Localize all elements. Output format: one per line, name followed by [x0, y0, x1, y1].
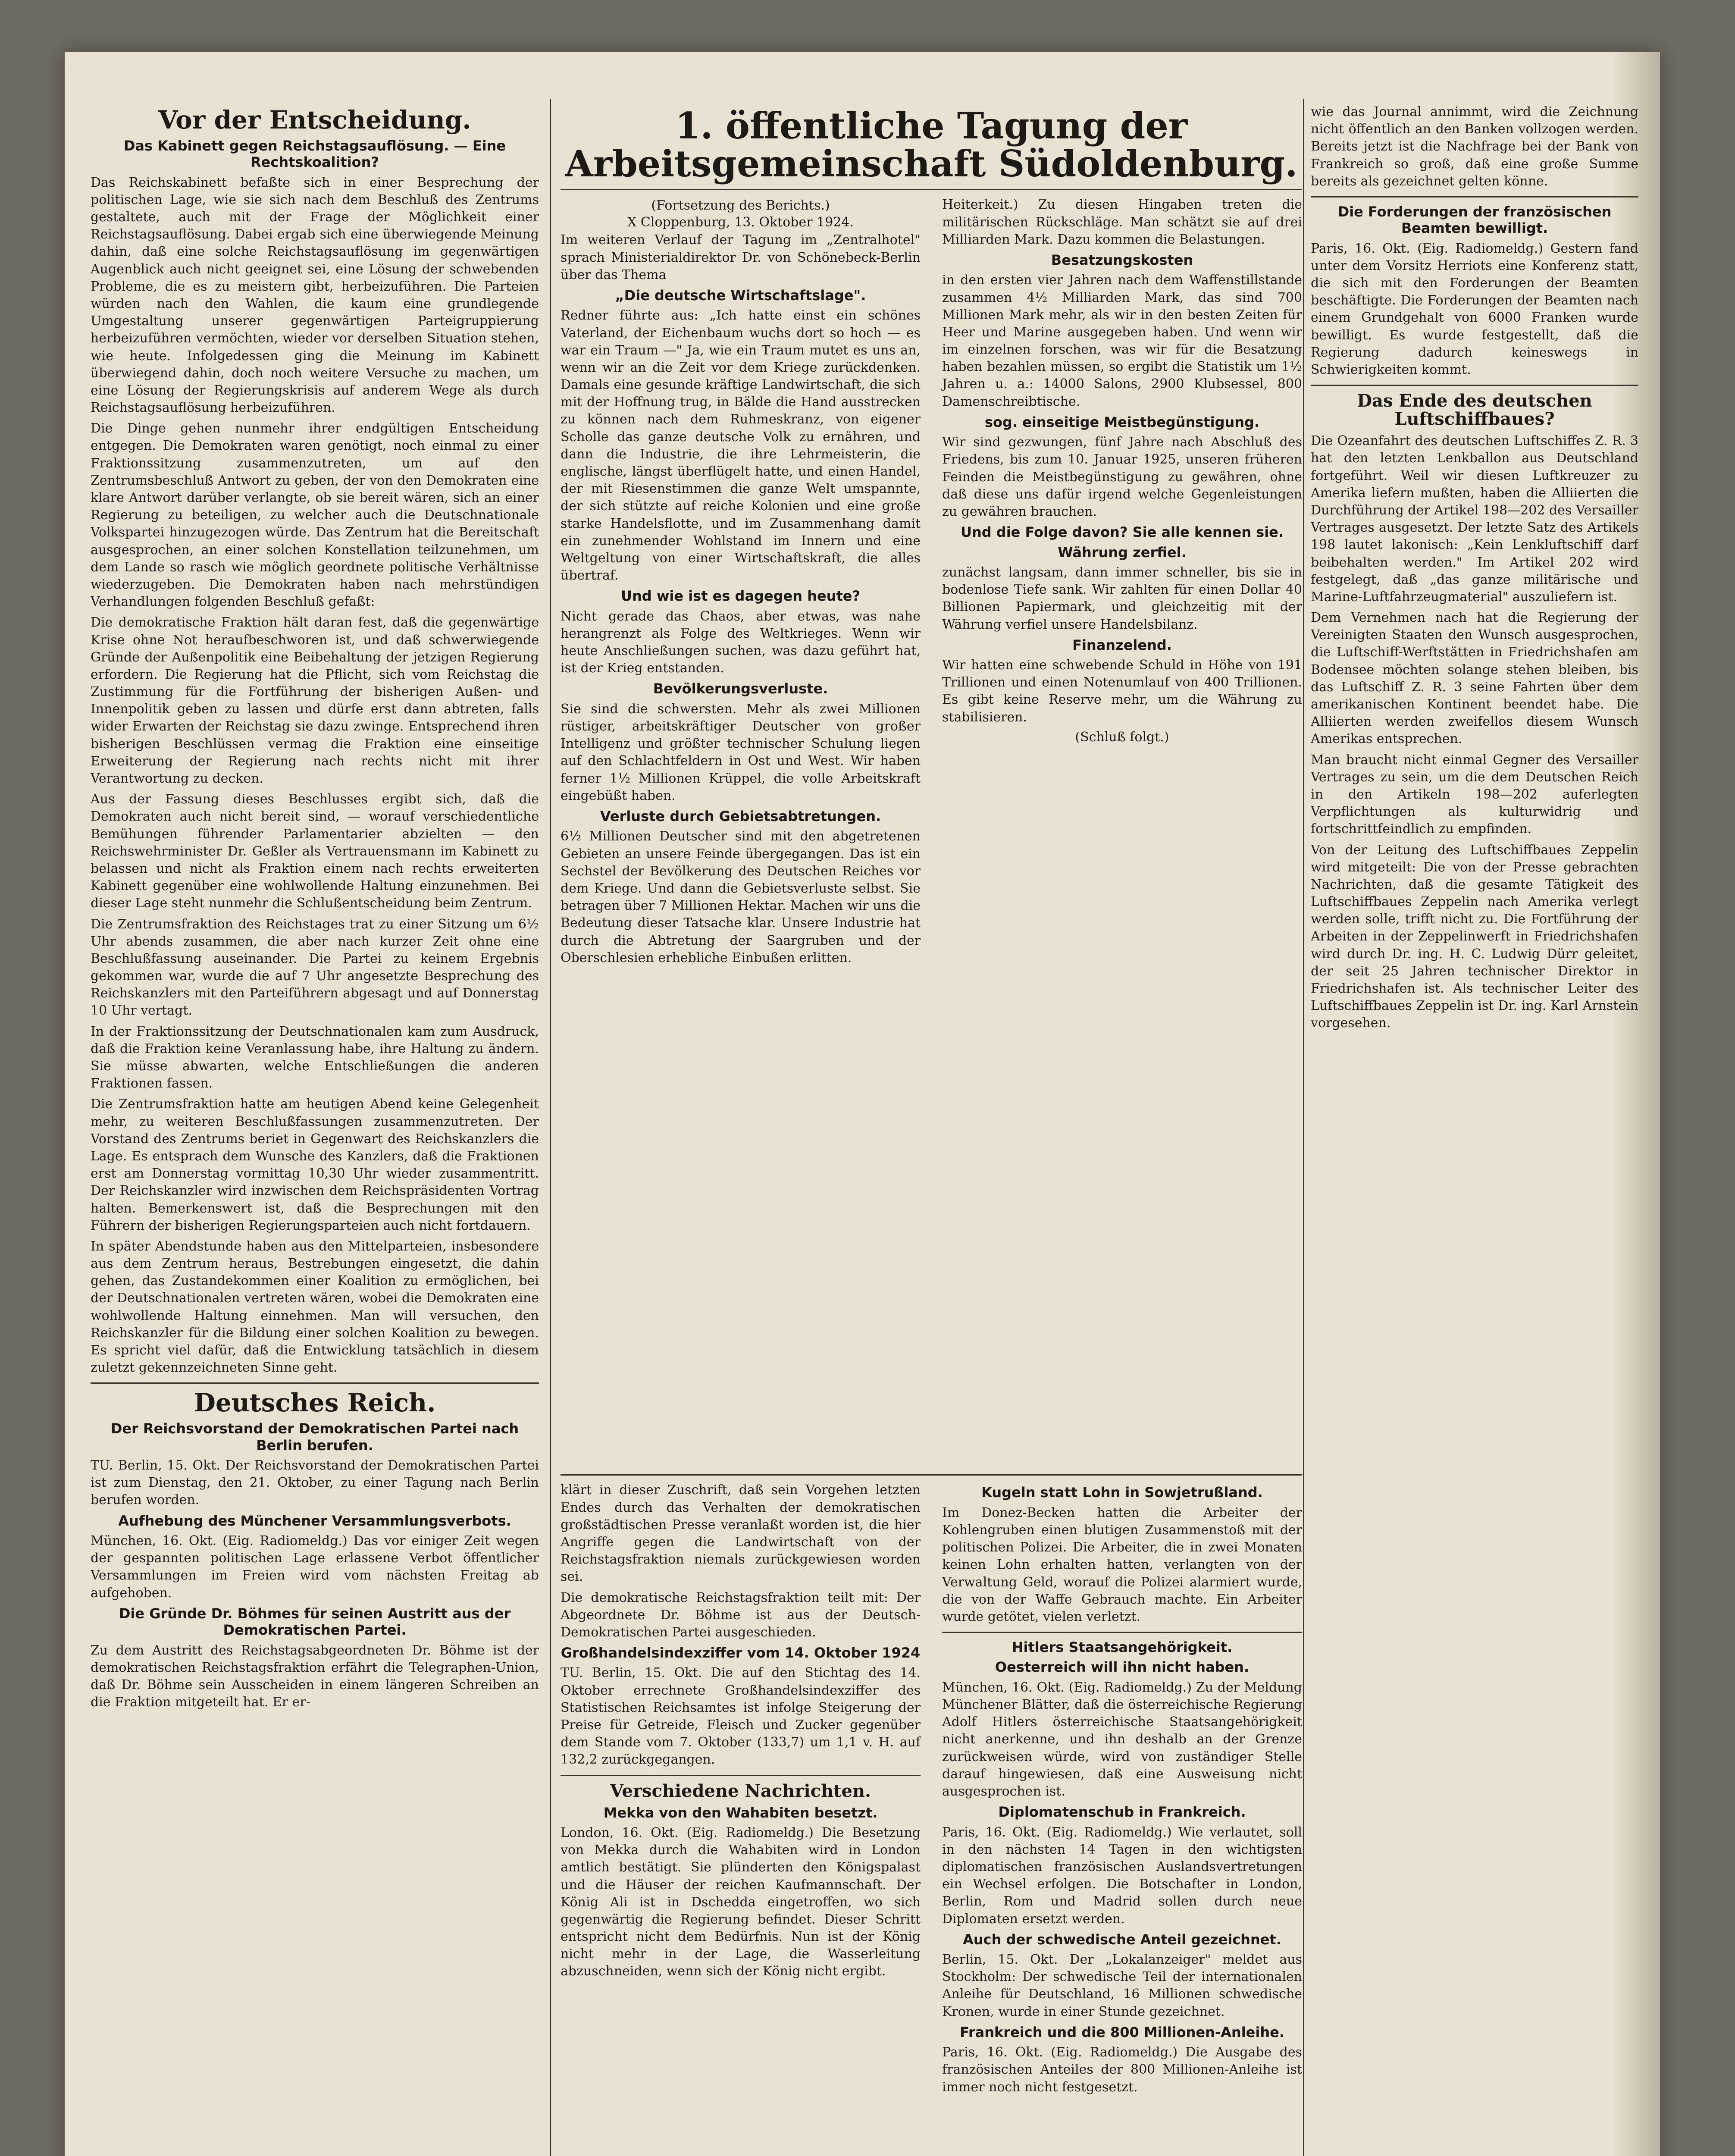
section-heading: Kugeln statt Lohn in Sowjetrußland. — [981, 1484, 1263, 1501]
tagung-left — [561, 196, 921, 1468]
article-paragraph: Die Dinge gehen nunmehr ihrer endgültigen Entscheidung entgegen. Die Demokraten waren genötigt, noch einmal zu einer Fraktionssitzung zusammenzutreten, um auf den Zentrumsbeschluß Antwort zu geben, der von den Demokraten eine klare Antwort darüber verlangte, ob sie bereit wären, sich an einer Regierung zu beteiligen, zu welcher auch die Deutschnationale Volkspartei hinzugezogen würde. Das Zentrum hat die Bereitschaft ausgesprochen, an einer solchen Konstellation teilzunehmen, um dem Lande so rasch wie möglich geordnete politische Verhältnisse wiederzugeben. Die Demokraten haben nach mehrstündigen Verhandlungen folgenden Beschluß gefaßt: — [91, 421, 539, 610]
article-paragraph: zunächst langsam, dann immer schneller, bis sie in bodenlose Tiefe sank. Wir zahlten für einen Dollar 40 Billionen Papiermark, und gleichzeitig mit der Währung verfiel unsere Handelsbilanz. — [942, 564, 1302, 632]
dateline: X Cloppenburg, 13. Oktober 1924. — [627, 215, 854, 230]
article-paragraph: Das Reichskabinett befaßte sich in einer Besprechung der politischen Lage, wie sie sich nach dem Beschluß des Zentrums gestaltete, auch mit der Frage der Möglichkeit einer Reichstagsauflösung. Dabei ergab sich eine überwiegende Meinung dahin, daß eine solche Reichstagsauflösung im gegenwärtigen Augenblick auch nicht geeignet sei, eine Lösung der schwebenden Probleme, die es zu meistern gibt, herbeizuführen. Die Parteien würden nach den Wahlen, die kaum eine grundlegende Umgestaltung unserer gegenwärtigen Parteigruppierung herbeizuführen vermöchten, wieder vor derselben Situation stehen, wie heute. Infolgedessen ging die Meinung im Kabinett überwiegend dahin, doch noch weitere Versuche zu machen, um eine Lösung der Regierungskrisis auf anderem Wege als durch Reichstagsauflösung herbeizuführen. — [91, 175, 539, 416]
article-paragraph: München, 16. Okt. (Eig. Radiomeldg.) Zu der Meldung Münchener Blätter, daß die österreichische Regierung Adolf Hitlers österreichische Staatsangehörigkeit nicht anerkenne, und ihn deshalb an der Grenze zurückweisen würde, wird von zuständiger Stelle darauf hingewiesen, daß eine Ausweisung nicht ausgesprochen ist. — [942, 1680, 1302, 1799]
subhead-boehme: Die Gründe Dr. Böhmes für seinen Austritt aus der Demokratischen Partei. — [119, 1605, 511, 1639]
divider — [91, 1382, 539, 1384]
article-paragraph: Nicht gerade das Chaos, aber etwas, was nahe herangrenzt als Folge des Weltkrieges. Wenn wir heute Anschließungen suchen, was dazu geführt hat, ist der Krieg entstanden. — [561, 608, 921, 676]
divider — [561, 189, 1302, 190]
section-heading: Bevölkerungsverluste. — [653, 680, 828, 697]
subhead-versammlungsverbot: Aufhebung des Münchener Versammlungsverbots. — [118, 1512, 511, 1529]
headline-vor-der-entscheidung: Vor der Entscheidung. — [158, 105, 471, 135]
divider — [561, 1775, 921, 1776]
article-paragraph: Paris, 16. Okt. (Eig. Radiomeldg.) Wie verlautet, soll in den nächsten 14 Tagen in den wichtigsten diplomatischen französischen Auslandsvertretungen ein Wechsel erfolgen. Die Botschafter in London, Berlin, Rom und Madrid sollen durch neue Diplomaten ersetzt werden. — [942, 1824, 1302, 1927]
article-paragraph: klärt in dieser Zuschrift, daß sein Vorgehen letzten Endes durch das Verhalten der demokratischen großstädtischen Presse veranlaßt worden ist, die hier Angriffe gegen die Landwirtschaft von der Reichstagsfraktion niemals zurückgewiesen worden sei. — [561, 1482, 921, 1585]
subhead-kabinett: Das Kabinett gegen Reichstagsauflösung. — Eine Rechtskoalition? — [123, 137, 506, 171]
article-paragraph: Paris, 16. Okt. (Eig. Radiomeldg.) Die Ausgabe des französischen Anteiles der 800 Millionen-Anleihe ist immer noch nicht festgesetzt. — [942, 2045, 1302, 2095]
column-center — [561, 103, 1302, 2156]
article-paragraph: Redner führte aus: „Ich hatte einst ein schönes Vaterland, der Eichenbaum wuchs dort so hoch — es war ein Traum —" Ja, wie ein Traum mutet es uns an, wenn wir an die Zeit vor dem Kriege zurückdenken. Damals eine gesunde kräftige Landwirtschaft, die sich mit der Hoffnung trug, in Bälde die Hand ausstrecken zu können nach dem Ruhmeskranz, von eigener Scholle das ganze deutsche Volk zu ernähren, und dann die Industrie, die ihre Lehrmeisterin, die englische, längst überflügelt hatte, und einen Handel, der mit Riesenstimmen die ganze Welt umspannte, der sich stützte auf reiche Kolonien und eine große starke Handelsflotte, und im Zusammenhang damit ein zunehmender Wohlstand im Innern und eine Weltgeltung von einer Wirtschaftskraft, die alles übertraf. — [561, 308, 921, 583]
article-paragraph: In der Fraktionssitzung der Deutschnationalen kam zum Ausdruck, daß die Fraktion keine Veranlassung habe, ihre Haltung zu ändern. Sie müsse abwarten, welche Entschließungen die anderen Fraktionen fassen. — [91, 1024, 539, 1091]
article-paragraph: Von der Leitung des Luftschiffbaues Zeppelin wird mitgeteilt: Die von der Presse gebrachten Nachrichten, daß die gesamte Tätigkeit des Luftschiffbaues Zeppelin nach Amerika verlegt werden solle, trifft nicht zu. Die Fortführung der Arbeiten in der Zeppelinwerft in Friedrichshafen wird durch Dr. ing. H. C. Ludwig Dürr geleitet, der seit 25 Jahren technischer Direktor in Friedrichshafen ist. Als technischer Leiter des Luftschiffbaues Zeppelin ist Dr. ing. Karl Arnstein vorgesehen. — [1311, 842, 1638, 1031]
tagung-report — [561, 196, 1302, 1468]
article-paragraph: TU. Berlin, 15. Okt. Der Reichsvorstand der Demokratischen Partei ist zum Dienstag, den 21. Oktober, zu einer Tagung nach Berlin berufen worden. — [91, 1458, 539, 1508]
masthead-tagung: 1. öffentliche Tagung der Arbeitsgemeinschaft Südoldenburg. — [565, 104, 1298, 185]
article-paragraph: Die demokratische Fraktion hält daran fest, daß die gegenwärtige Krise ohne Not heraufbeschworen ist, und daß schwerwiegende Gründe der Außenpolitik eine Beibehaltung der jetzigen Regierung erfordern. Die Regierung hat die Pflicht, sich vom Reichstag die Zustimmung für die Fortführung der bisherigen Außen- und Innenpolitik geben zu lassen und dürfe erst dann abtreten, falls wider Erwarten der Reichstag sie dazu zwinge. Entsprechend ihren bisherigen Beschlüssen vermag die Fraktion eine einseitige Erweiterung der Regierung nach rechts nicht mit ihrer Verantwortung zu decken. — [91, 615, 539, 787]
column-rule-left — [550, 99, 551, 2156]
section-subheading: Oesterreich will ihn nicht haben. — [995, 1659, 1250, 1676]
article-paragraph: London, 16. Okt. (Eig. Radiomeldg.) Die Besetzung von Mekka durch die Wahabiten wird in London amtlich bestätigt. Sie plünderten den Königspalast und die Häuser der reichen Kaufmannschaft. Der König Ali ist in Dschedda eingetroffen, wo sich gegenwärtig die Regierung befindet. Dieser Schritt entspricht nicht dem Bedürfnis. Nun ist der König nicht mehr in der Lage, die Wasserleitung abzuschneiden, wenn sich der König nicht ergibt. — [561, 1825, 921, 1979]
article-paragraph: In später Abendstunde haben aus den Mittelparteien, insbesondere aus dem Zentrum heraus, Bestrebungen eingesetzt, die dahin gehen, das Zustandekommen einer Koalition zu ermöglichen, bei der Deutschnationalen vertreten wären, wobei die Demokraten eine wohlwollende Haltung einnehmen. Man will versuchen, den Reichskanzler für die Bildung einer solchen Koalition zu bewegen. Es spricht viel dafür, daß die Entwicklung tatsächlich in diesem zuletzt gekennzeichneten Sinne geht. — [91, 1238, 539, 1376]
article-paragraph: Heiterkeit.) Zu diesen Hingaben treten die militärischen Rückschläge. Man schätzt sie auf drei Milliarden Mark. Dazu kommen die Belastungen. — [942, 197, 1302, 247]
column-right — [1311, 103, 1638, 2156]
article-paragraph: München, 16. Okt. (Eig. Radiomeldg.) Das vor einiger Zeit wegen der gespannten politischen Lage erlassene Verbot öffentlicher Versammlungen im Freien wird vom nächsten Freitag ab aufgehoben. — [91, 1533, 539, 1601]
headline-deutsches-reich: Deutsches Reich. — [194, 1388, 436, 1418]
column-rule-right — [1303, 99, 1304, 2156]
article-paragraph: Berlin, 15. Okt. Der „Lokalanzeiger" meldet aus Stockholm: Der schwedische Teil der internationalen Anleihe für Deutschland, 16 Millionen schwedische Kronen, wurde in einer Stunde gezeichnet. — [942, 1952, 1302, 2019]
article-paragraph: Wir sind gezwungen, fünf Jahre nach Abschluß des Friedens, bis zum 10. Januar 1925, unseren früheren Feinden die Meistbegünstigung zu gewähren, ohne daß diese uns dafür irgend welche Gegenleistungen zu gewähren brauchen. — [942, 435, 1302, 519]
article-paragraph: 6½ Millionen Deutscher sind mit den abgetretenen Gebieten an unsere Feinde übergegangen. Das ist ein Sechstel der Bevölkerung des Deutschen Reiches vor dem Kriege. Und dann die Gebietsverluste selbst. Sie betragen über 7 Millionen Hektar. Machen wir uns die Bedeutung dieser Tatsache klar. Unsere Industrie hat durch die Abtretung der Saargruben und der Oberschlesien erhebliche Einbußen erlitten. — [561, 829, 921, 965]
article-paragraph: Die Zentrumsfraktion des Reichstages trat zu einer Sitzung um 6½ Uhr abends zusammen, die aber nach kurzer Zeit ohne eine Beschlußfassung auseinander. Die Partei zu keinem Ergebnis gekommen war, wurde die auf 7 Uhr angesetzte Besprechung des Reichskanzlers mit den Parteiführern abgesagt und auf Donnerstag 10 Uhr vertagt. — [91, 916, 539, 1018]
article-paragraph: Dem Vernehmen nach hat die Regierung der Vereinigten Staaten den Wunsch ausgesprochen, die Luftschiff-Werftstätten in Friedrichshafen am Bodensee möchten solange stehen bleiben, bis das Luftschiff Z. R. 3 seine Fahrten über dem amerikanischen Kontinent beendet habe. Die Alliierten werden zweifellos diesem Wunsch Amerikas entsprechen. — [1311, 610, 1638, 747]
article-paragraph: Im Donez-Becken hatten die Arbeiter der Kohlengruben einen blutigen Zusammenstoß mit der politischen Polizei. Die Arbeiter, die in zwei Monaten keinen Lohn erhalten hatten, verlangten von der Verwaltung Geld, worauf die Polizei alarmiert wurde, die von der Waffe Gebrauch machte. Ein Arbeiter wurde getötet, vielen verletzt. — [942, 1505, 1302, 1624]
divider — [1311, 196, 1638, 197]
article-paragraph: in den ersten vier Jahren nach dem Waffenstillstande zusammen 4½ Milliarden Mark, das sind 700 Millionen Mark mehr, als wir in den besten Zeiten für Heer und Marine ausgegeben haben. Und wenn wir im einzelnen forschen, was wir für die Besatzung haben bezahlen müssen, so ergibt die Statistik um 1½ Jahren u. a.: 14000 Salons, 2900 Klubsessel, 800 Damenschreibtische. — [942, 273, 1302, 409]
article-paragraph: wie das Journal annimmt, wird die Zeichnung nicht öffentlich an den Banken vollzogen werden. Bereits jetzt ist die Nachfrage bei der Bank von Frankreich so groß, daß eine große Summe bereits als gezeichnet gelten könne. — [1311, 104, 1638, 189]
article-paragraph: Paris, 16. Okt. (Eig. Radiomeldg.) Gestern fand unter dem Vorsitz Herriots eine Konferenz statt, die sich mit den Forderungen der Beamten beschäftigte. Die Forderungen der Beamten nach einem Grundgehalt von 6000 Franken wurde bewilligt. Es wurde festgestellt, daß die Regierung dadurch keineswegs in Schwierigkeiten kommt. — [1311, 241, 1638, 378]
headline-luftschiffbau: Das Ende des deutschen Luftschiffbaues? — [1357, 391, 1592, 429]
article-paragraph: Zu dem Austritt des Reichstagsabgeordneten Dr. Böhme ist der demokratischen Reichstagsfraktion erfährt die Telegraphen-Union, daß Dr. Böhme sein Ausscheiden in einem längeren Schreiben an die Fraktion mitgeteilt hat. Er er- — [91, 1642, 539, 1710]
lower-news — [561, 1482, 1302, 2099]
article-paragraph: Im weiteren Verlauf der Tagung im „Zentralhotel" sprach Ministerialdirektor Dr. von Schönebeck-Berlin über das Thema — [561, 232, 921, 282]
tagung-right — [942, 196, 1302, 1468]
section-heading: Hitlers Staatsangehörigkeit. — [1012, 1639, 1233, 1656]
lower-right — [942, 1482, 1302, 2099]
article-paragraph: Sie sind die schwersten. Mehr als zwei Millionen rüstiger, arbeitskräftiger Deutscher von großer Intelligenz und größter technischer Schulung liegen auf den Schlachtfeldern in Ost und West. Wir haben ferner 1½ Millionen Krüppel, die volle Arbeitskraft eingebüßt haben. — [561, 701, 921, 803]
article-paragraph: Die Ozeanfahrt des deutschen Luftschiffes Z. R. 3 hat den letzten Lenkballon aus Deutschland fortgeführt. Weil wir diesen Luftkreuzer zu Amerika liefern mußten, haben die Alliierten die Durchführung der Artikel 198—202 des Versailler Vertrages ausgesetzt. Der letzte Satz des Artikels 198 lautet lakonisch: „Kein Lenkluftschiff darf beibehalten werden." Im Artikel 202 wird festgelegt, daß „das ganze militärische und Marine-Luftfahrzeugmaterial" auszuliefern ist. — [1311, 433, 1638, 605]
article-paragraph: TU. Berlin, 15. Okt. Die auf den Stichtag des 14. Oktober errechnete Großhandelsindexziffer des Statistischen Reichsamtes ist infolge Steigerung der Preise für Getreide, Fleisch und Zucker gegenüber dem Stande vom 7. Oktober (133,7) um 1,1 v. H. auf 132,2 zurückgegangen. — [561, 1665, 921, 1767]
divider — [561, 1474, 1302, 1476]
article-paragraph: Aus der Fassung dieses Beschlusses ergibt sich, daß die Demokraten auch nicht bereit sind, — worauf verschiedentliche Bemühungen führender Parlamentarier abzielten — den Reichswehrminister Dr. Geßler als Vertrauensmann im Kabinett zu belassen und nicht als Fraktion einem nach rechts erweiterten Kabinett gegenüber eine wohlwollende Haltung einzunehmen. Bei dieser Lage steht nunmehr die Schlußentscheidung beim Zentrum. — [91, 792, 539, 911]
subhead-reichsvorstand: Der Reichsvorstand der Demokratischen Partei nach Berlin berufen. — [110, 1420, 519, 1454]
section-heading: Finanzelend. — [1072, 636, 1172, 653]
column-left — [91, 103, 539, 2156]
section-heading: Auch der schwedische Anteil gezeichnet. — [963, 1931, 1281, 1948]
divider — [942, 1632, 1302, 1633]
to-be-continued: (Schluß folgt.) — [1075, 729, 1169, 745]
question-line: Und wie ist es dagegen heute? — [621, 588, 860, 605]
section-heading: sog. einseitige Meistbegünstigung. — [984, 414, 1260, 430]
section-heading: Verluste durch Gebietsabtretungen. — [600, 808, 881, 824]
article-paragraph: Wir hatten eine schwebende Schuld in Höhe von 191 Trillionen und einen Notenumlauf von 400 Trillionen. Es gibt keine Reserve mehr, um die Währung zu stabilisieren. — [942, 658, 1302, 725]
section-heading: Mekka von den Wahabiten besetzt. — [603, 1804, 878, 1821]
section-heading: Diplomatenschub in Frankreich. — [998, 1804, 1246, 1821]
section-heading: Besatzungskosten — [1051, 251, 1193, 268]
section-heading: Großhandelsindexziffer vom 14. Oktober 1924 — [561, 1645, 921, 1661]
headline-verschiedene-nachrichten: Verschiedene Nachrichten. — [610, 1780, 871, 1801]
article-paragraph: Man braucht nicht einmal Gegner des Versailler Vertrages zu sein, um die dem Deutschen Reich in den Artikeln 198—202 auferlegten Verpflichtungen als kulturwidrig und fortschrittfeindlich zu empfinden. — [1311, 752, 1638, 837]
question-line: Und die Folge davon? Sie alle kennen sie. — [960, 524, 1284, 541]
theme-title: „Die deutsche Wirtschaftslage". — [615, 287, 866, 304]
section-heading: Die Forderungen der französischen Beamten bewilligt. — [1337, 203, 1612, 237]
newspaper-page — [65, 52, 1660, 2156]
section-heading: Währung zerfiel. — [1058, 544, 1187, 561]
section-heading: Frankreich und die 800 Millionen-Anleihe. — [960, 2024, 1284, 2040]
divider — [1311, 385, 1638, 386]
continuation-note: (Fortsetzung des Berichts.) — [651, 198, 830, 213]
article-paragraph: Die Zentrumsfraktion hatte am heutigen Abend keine Gelegenheit mehr, zu weiteren Beschlußfassungen zusammenzutreten. Der Vorstand des Zentrums beriet in Gegenwart des Reichskanzlers die Lage. Es entsprach dem Wunsche des Kanzlers, daß die Fraktionen erst am Donnerstag vormittag 10,30 Uhr wieder zusammentritt. Der Reichskanzler wird inzwischen dem Reichspräsidenten Vortrag halten. Bemerkenswert ist, daß die Besprechungen mit den Führern der bisherigen Regierungsparteien auch nicht fortdauern. — [91, 1097, 539, 1233]
lower-left — [561, 1482, 921, 2099]
article-paragraph: Die demokratische Reichstagsfraktion teilt mit: Der Abgeordnete Dr. Böhme ist aus der Deutsch-Demokratischen Partei ausgeschieden. — [561, 1590, 921, 1640]
